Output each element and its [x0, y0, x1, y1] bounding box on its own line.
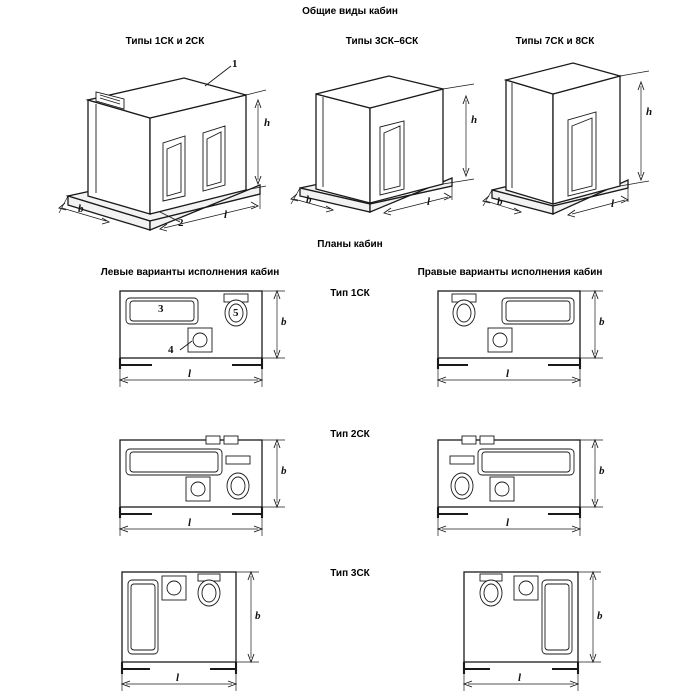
- callout-3: 3: [158, 303, 164, 315]
- dim-h-iso-1: h: [264, 117, 271, 129]
- dim-b-plan-3sk-right: b: [597, 610, 603, 622]
- dim-b-plan-1sk-right: b: [599, 316, 605, 328]
- callout-2: 2: [178, 217, 184, 229]
- plan-row-title-2sk: Тип 2СК: [330, 429, 370, 440]
- dim-b-plan-2sk-left: b: [281, 465, 287, 477]
- plan-row-title-1sk: Тип 1СК: [330, 288, 370, 299]
- plan-2sk-right: [438, 436, 603, 536]
- dim-l-plan-2sk-right: l: [506, 517, 510, 529]
- callout-1: 1: [232, 58, 238, 70]
- dim-b-plan-1sk-left: b: [281, 316, 287, 328]
- dim-l-plan-3sk-left: l: [176, 672, 180, 684]
- dim-l-iso-3: l: [611, 198, 615, 210]
- section-title-general-views: Общие виды кабин: [302, 6, 398, 17]
- dim-b-plan-2sk-right: b: [599, 465, 605, 477]
- dim-l-iso-1: l: [224, 209, 228, 221]
- callout-4: 4: [168, 344, 174, 356]
- iso-view-3sk-6sk: [291, 76, 474, 215]
- plan-3sk-right: [464, 572, 601, 691]
- dim-b-plan-3sk-left: b: [255, 610, 261, 622]
- plan-2sk-left: [120, 436, 285, 536]
- dim-l-iso-2: l: [427, 196, 431, 208]
- callout-5: 5: [233, 307, 239, 319]
- dim-b-iso-1: b: [78, 203, 84, 215]
- view-title-1sk-2sk: Типы 1СК и 2СК: [125, 36, 205, 47]
- plan-column-header-left: Левые варианты исполнения кабин: [100, 267, 280, 278]
- dim-l-plan-2sk-left: l: [188, 517, 192, 529]
- iso-view-7sk-8sk: [483, 63, 649, 217]
- dim-b-iso-3: b: [497, 196, 503, 208]
- view-title-7sk-8sk: Типы 7СК и 8СК: [515, 36, 595, 47]
- dim-l-plan-3sk-right: l: [518, 672, 522, 684]
- dim-l-plan-1sk-left: l: [188, 368, 192, 380]
- plan-1sk-left: [120, 291, 285, 387]
- plan-1sk-right: [438, 291, 603, 387]
- dim-h-iso-3: h: [646, 106, 653, 118]
- plan-3sk-left: [122, 572, 259, 691]
- dim-l-plan-1sk-right: l: [506, 368, 510, 380]
- plan-row-title-3sk: Тип 3СК: [330, 568, 370, 579]
- dim-b-iso-2: b: [306, 194, 312, 206]
- dim-h-iso-2: h: [471, 114, 478, 126]
- view-title-3sk-6sk: Типы 3СК–6СК: [345, 36, 419, 47]
- section-title-plans: Планы кабин: [317, 239, 383, 250]
- plan-column-header-right: Правые варианты исполнения кабин: [417, 267, 603, 278]
- iso-view-1sk-2sk: [59, 66, 266, 231]
